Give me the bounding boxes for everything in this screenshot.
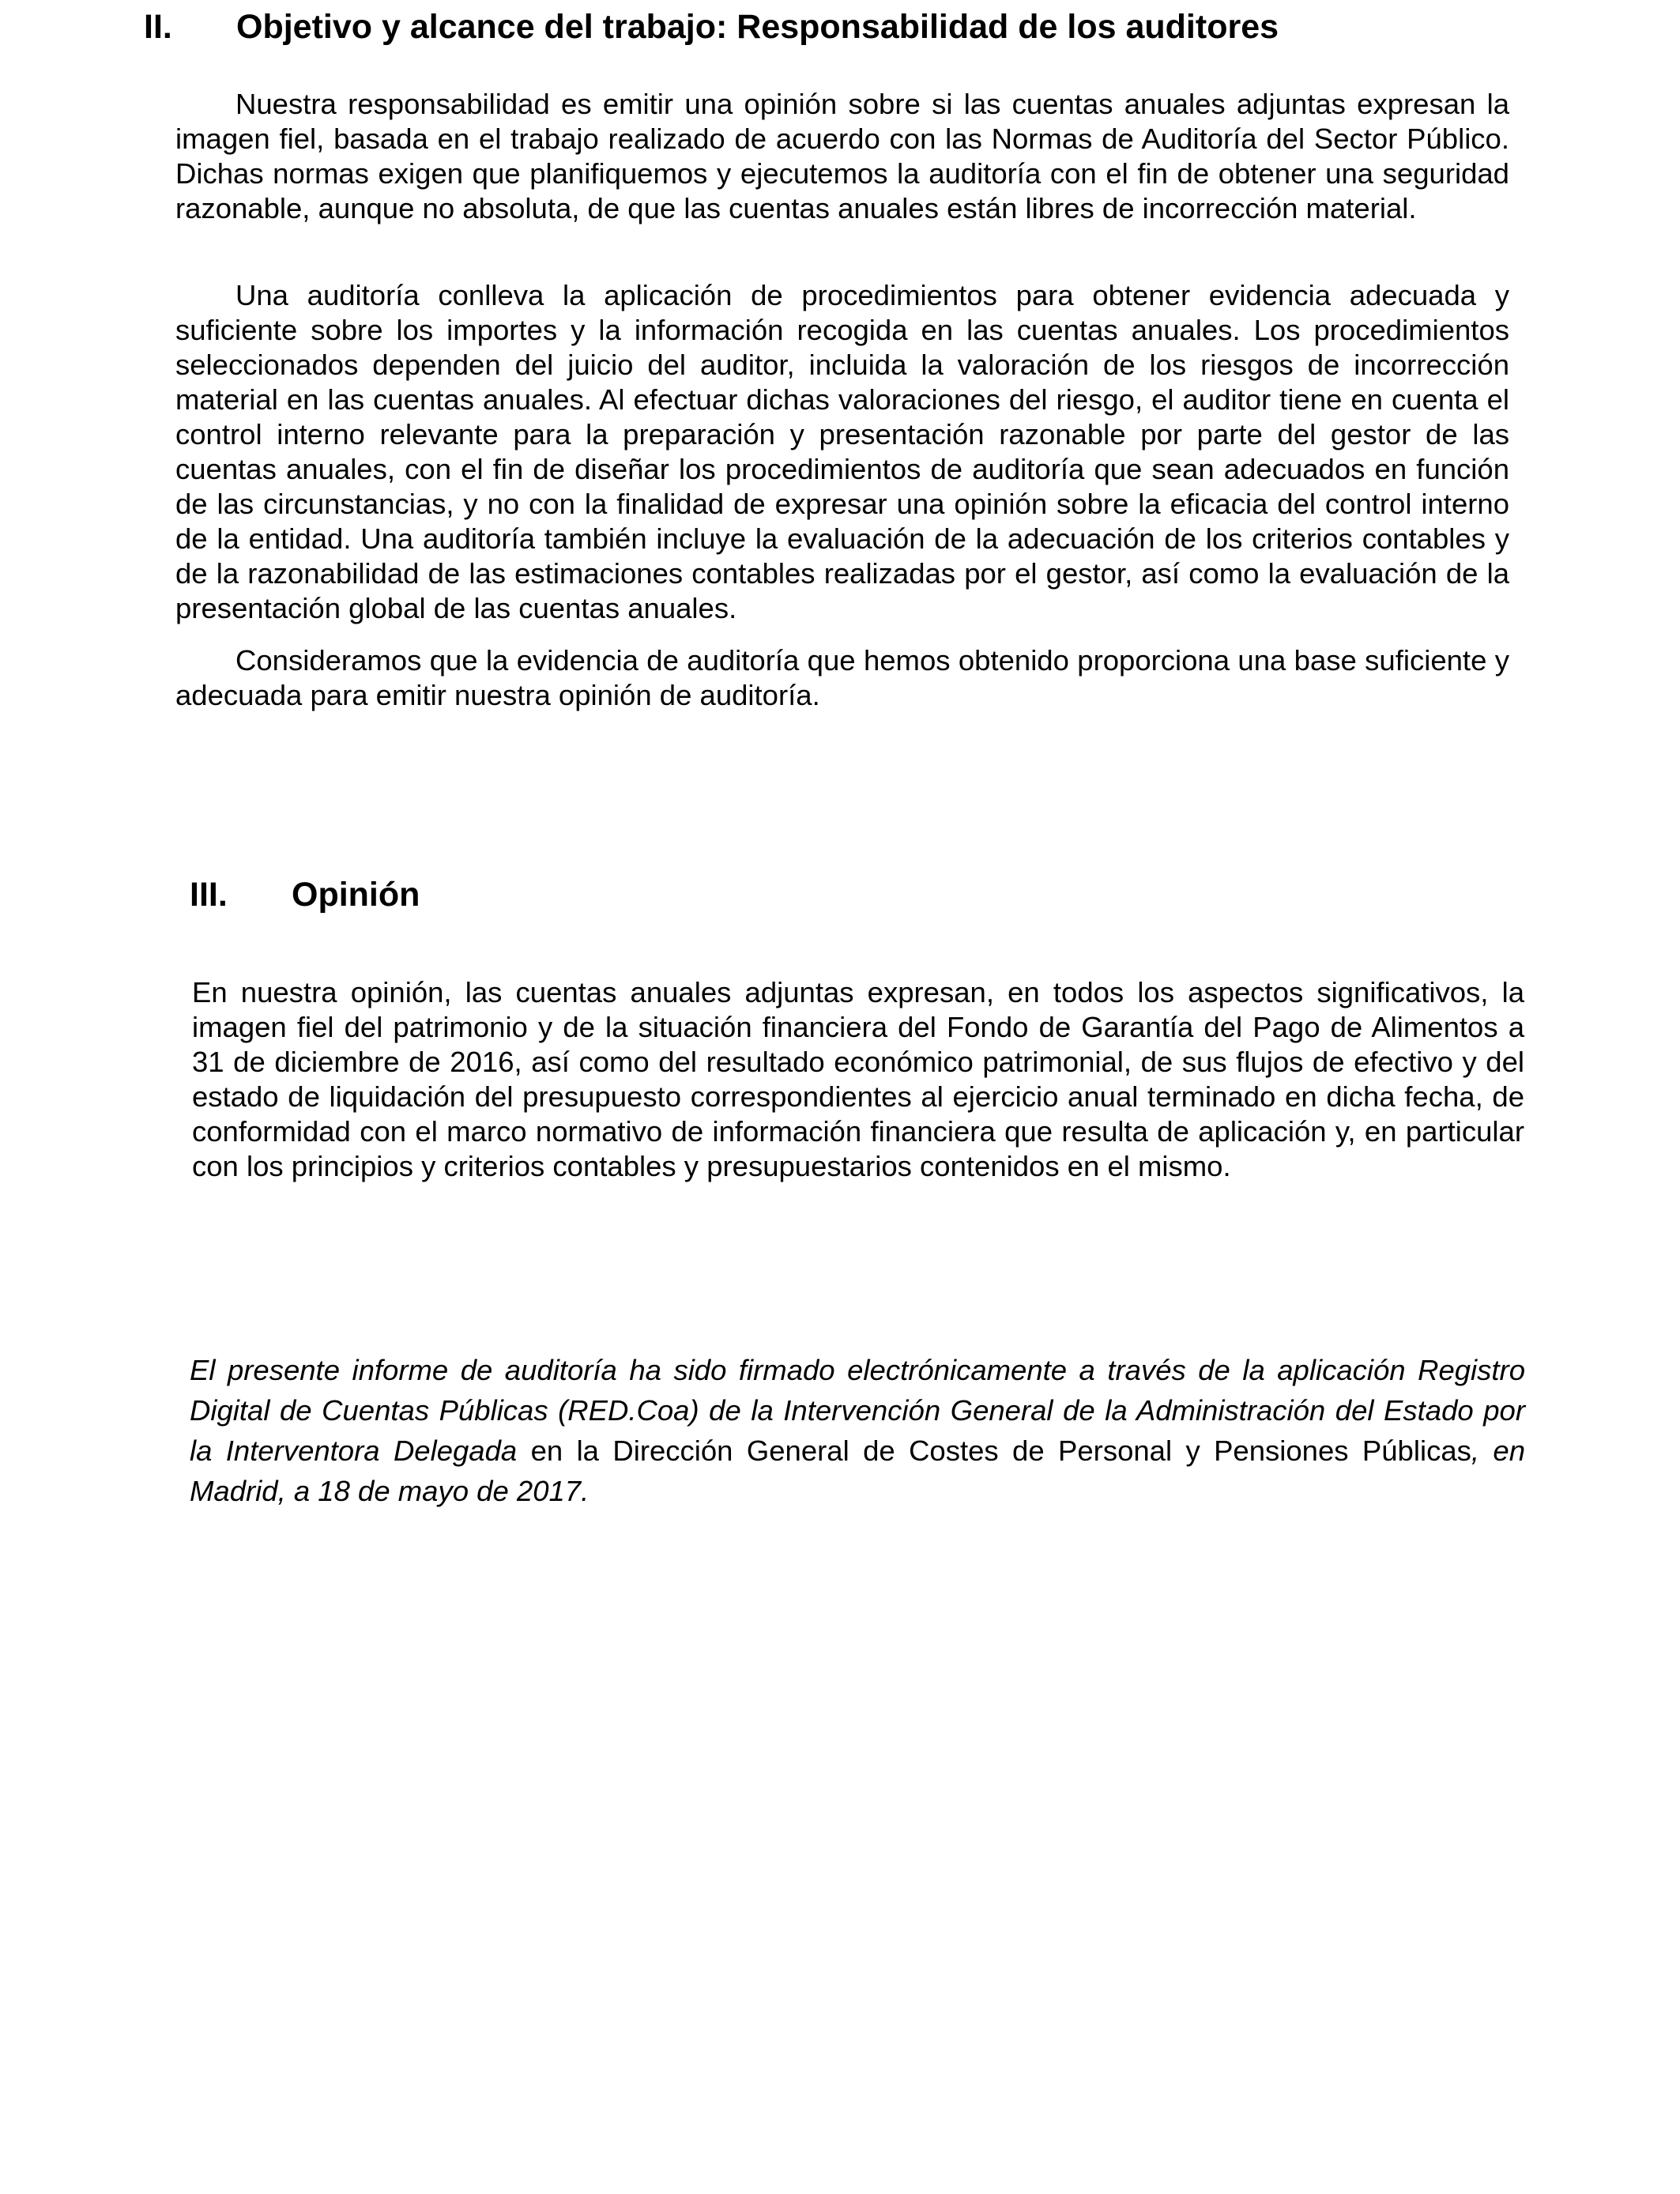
section-2-title: Objetivo y alcance del trabajo: Responsabilidad de los auditores [236,8,1279,46]
signature-italic-part-2: , en Madrid, a 18 de mayo de 2017. [190,1434,1525,1507]
section-3-title: Opinión [292,876,420,914]
section-2-paragraph-2: Una auditoría conlleva la aplicación de procedimientos para obtener evidencia adecuada y suficiente sobre los importes y la información recogida en las cuentas anuales. Los procedimientos seleccionados dependen del juicio del auditor, incluida la valoración de los riesgos de incorrección material en las cuentas anuales. Al efectuar dichas valoraciones del riesgo, el auditor tiene en cuenta el control interno relevante para la preparación y presentación razonable por parte del gestor de las cuentas anuales, con el fin de diseñar los procedimientos de auditoría que sean adecuados en función de las circunstancias, y no con la finalidad de expresar una opinión sobre la eficacia del control interno de la entidad. Una auditoría también incluye la evaluación de la adecuación de los criterios contables y de la razonabilidad de las estimaciones contables realizadas por el gestor, así como la evaluación de la presentación global de las cuentas anuales. [175,279,1509,624]
signature-statement [190,1350,1525,1511]
signature-plain-part: en la Dirección General de Costes de Personal y Pensiones Públicas [517,1434,1471,1467]
section-3-number: III. [190,876,228,914]
section-3-heading [190,873,822,917]
opinion-paragraph: En nuestra opinión, las cuentas anuales adjuntas expresan, en todos los aspectos significativos, la imagen fiel del patrimonio y de la situación financiera del Fondo de Garantía del Pago de Alimentos a 31 de diciembre de 2016, así como del resultado económico patrimonial, de sus flujos de efectivo y del estado de liquidación del presupuesto correspondientes al ejercicio anual terminado en dicha fecha, de conformidad con el marco normativo de información financiera que resulta de aplicación y, en particular con los principios y criterios contables y presupuestarios contenidos en el mismo. [192,976,1524,1182]
section-2-number: II. [144,8,172,46]
signature-italic-part-1: El presente informe de auditoría ha sido firmado electrónicamente a través de la aplicación Registro Digital de Cuentas Públicas (RED.Coa) de la Intervención General de la Administración del Estado por la Interventora Delegada [190,1354,1525,1467]
section-2-paragraph-1: Nuestra responsabilidad es emitir una opinión sobre si las cuentas anuales adjuntas expresan la imagen fiel, basada en el trabajo realizado de acuerdo con las Normas de Auditoría del Sector Público. Dichas normas exigen que planifiquemos y ejecutemos la auditoría con el fin de obtener una seguridad razonable, aunque no absoluta, de que las cuentas anuales están libres de incorrección material. [175,88,1509,224]
section-2-paragraph-3: Consideramos que la evidencia de auditoría que hemos obtenido proporciona una base suficiente y adecuada para emitir nuestra opinión de auditoría. [175,644,1509,711]
section-2-heading [144,5,1566,49]
